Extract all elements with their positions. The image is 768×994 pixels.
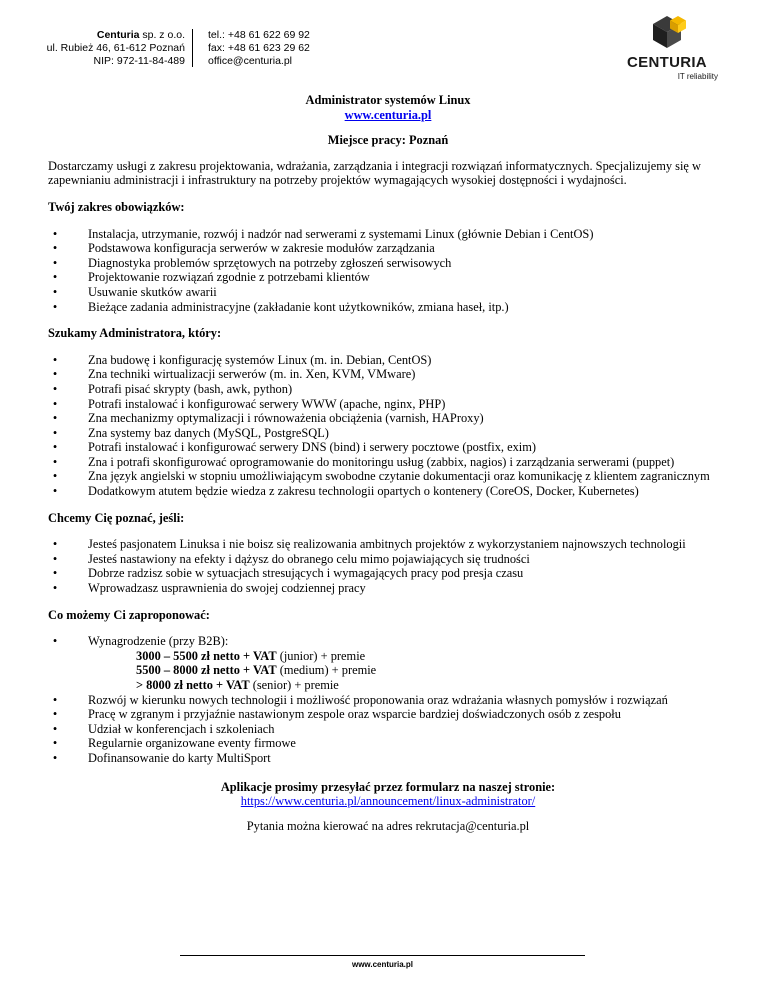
salary-level: (medium) + premie (276, 663, 377, 678)
list-item: • Dofinansowanie do karty MultiSport (88, 751, 728, 766)
list-item: • Instalacja, utrzymanie, rozwój i nadzór nad serwerami z systemami Linux (głównie Debian i CentOS) (88, 227, 728, 242)
logo-tagline: IT reliability (677, 72, 718, 81)
company-email: office@centuria.pl (208, 55, 293, 67)
offer-list (48, 634, 728, 765)
list-item: • Dobrze radzisz sobie w sytuacjach stresujących i wymagających pracy pod presja czasu (88, 566, 728, 581)
centuria-logo (612, 14, 732, 94)
footer-url: www.centuria.pl (351, 960, 414, 969)
list-item: • Potrafi instalować i konfigurować serwery DNS (bind) i serwery pocztowe (postfix, exim) (88, 440, 728, 455)
salary-row (88, 663, 728, 678)
meet-heading: Chcemy Cię poznać, jeśli: (48, 510, 185, 525)
job-title: Administrator systemów Linux (305, 93, 471, 107)
duties-heading: Twój zakres obowiązków: (48, 199, 185, 214)
list-item: • Podstawowa konfiguracja serwerów w zakresie modułów zarządzania (88, 241, 728, 256)
company-fax: fax: +48 61 623 29 62 (208, 42, 310, 54)
list-item: • Pracę w zgranym i przyjaźnie nastawionym zespole oraz wsparcie bardziej doświadczonych osób z zespołu (88, 707, 728, 722)
list-item: • Zna język angielski w stopniu umożliwiającym swobodne czytanie dokumentacji oraz komunikację z klientem zagranicznym (88, 469, 728, 484)
list-item: • Jesteś nastawiony na efekty i dążysz do obranego celu mimo pojawiających się trudności (88, 552, 728, 567)
job-location: Miejsce pracy: Poznań (327, 133, 449, 148)
list-item: • Jesteś pasjonatem Linuksa i nie boisz się realizowania ambitnych projektów z wykorzystaniem najnowszych technologii (88, 537, 728, 552)
list-item: • Wprowadzasz usprawnienia do swojej codziennej pracy (88, 581, 728, 596)
cube-icon (612, 14, 732, 54)
apply-link[interactable]: https://www.centuria.pl/announcement/linux-administrator/ (240, 794, 536, 809)
requirements-heading: Szukamy Administratora, który: (48, 326, 222, 341)
apply-contact: Pytania można kierować na adres rekrutacja@centuria.pl (246, 818, 530, 833)
list-item: • Zna budowę i konfigurację systemów Linux (m. in. Debian, CentOS) (88, 353, 728, 368)
company-contact (208, 29, 310, 68)
list-item: • Projektowanie rozwiązań zgodnie z potrzebami klientów (88, 270, 728, 285)
salary-label: • Wynagrodzenie (przy B2B): (88, 634, 229, 649)
salary-amount: 5500 – 8000 zł netto + VAT (136, 663, 277, 678)
list-item: • Regularnie organizowane eventy firmowe (88, 736, 728, 751)
company-info (47, 29, 185, 68)
list-item: • Rozwój w kierunku nowych technologii i możliwość proponowania oraz wdrażania własnych pomysłów i rozwiązań (88, 693, 728, 708)
list-item: • Zna techniki wirtualizacji serwerów (m. in. Xen, KVM, VMware) (88, 367, 728, 382)
duties-list (48, 227, 728, 315)
list-item: • Zna mechanizmy optymalizacji i równoważenia obciążenia (varnish, HAProxy) (88, 411, 728, 426)
list-item: • Udział w konferencjach i szkoleniach (88, 722, 728, 737)
footer-divider (180, 955, 585, 956)
salary-amount: > 8000 zł netto + VAT (136, 678, 250, 692)
title-block (48, 93, 728, 122)
apply-block (48, 780, 728, 834)
company-tel: tel.: +48 61 622 69 92 (208, 29, 310, 41)
salary-amount: 3000 – 5500 zł netto + VAT (136, 648, 277, 663)
list-item: • Zna systemy baz danych (MySQL, PostgreSQL) (88, 426, 728, 441)
company-name: Centuria (96, 29, 140, 41)
list-item: • Potrafi instalować i konfigurować serwery WWW (apache, nginx, PHP) (88, 397, 728, 412)
job-posting (48, 93, 728, 833)
requirements-list (48, 353, 728, 499)
offer-heading: Co możemy Ci zaproponować: (48, 607, 210, 622)
list-item: • Bieżące zadania administracyjne (zakładanie kont użytkowników, zmiana haseł, itp.) (88, 300, 728, 315)
company-nip: NIP: 972-11-84-489 (93, 55, 185, 67)
salary-row (88, 678, 728, 693)
website-link[interactable]: www.centuria.pl (344, 107, 432, 122)
company-address: ul. Rubież 46, 61-612 Poznań (46, 42, 185, 54)
company-suffix: sp. z o.o. (139, 29, 185, 41)
salary-level: (junior) + premie (276, 648, 366, 663)
header-divider (192, 29, 193, 67)
apply-heading: Aplikacje prosimy przesyłać przez formularz na naszej stronie: (220, 779, 556, 794)
list-item: • Diagnostyka problemów sprzętowych na potrzeby zgłoszeń serwisowych (88, 256, 728, 271)
logo-wordmark: CENTURIA (627, 54, 707, 71)
salary-item (88, 634, 728, 692)
list-item: • Dodatkowym atutem będzie wiedza z zakresu technologii opartych o kontenery (CoreOS, Docker, Kubernetes) (88, 484, 728, 499)
list-item: • Potrafi pisać skrypty (bash, awk, python) (88, 382, 728, 397)
salary-level: (senior) + premie (249, 678, 339, 692)
list-item: • Zna i potrafi skonfigurować oprogramowanie do monitoringu usług (zabbix, nagios) i zarządzania serwerami (puppet) (88, 455, 728, 470)
meet-list (48, 537, 728, 595)
list-item: • Usuwanie skutków awarii (88, 285, 728, 300)
company-intro: Dostarczamy usługi z zakresu projektowania, wdrażania, zarządzania i integracji rozwiązań informatycznych. Specjalizujemy się w zapewnianiu administracji i infrastruktury na potrzeby projektów wymagających wysokiej dostępności i wydajności. (48, 158, 701, 188)
salary-row (88, 649, 728, 664)
